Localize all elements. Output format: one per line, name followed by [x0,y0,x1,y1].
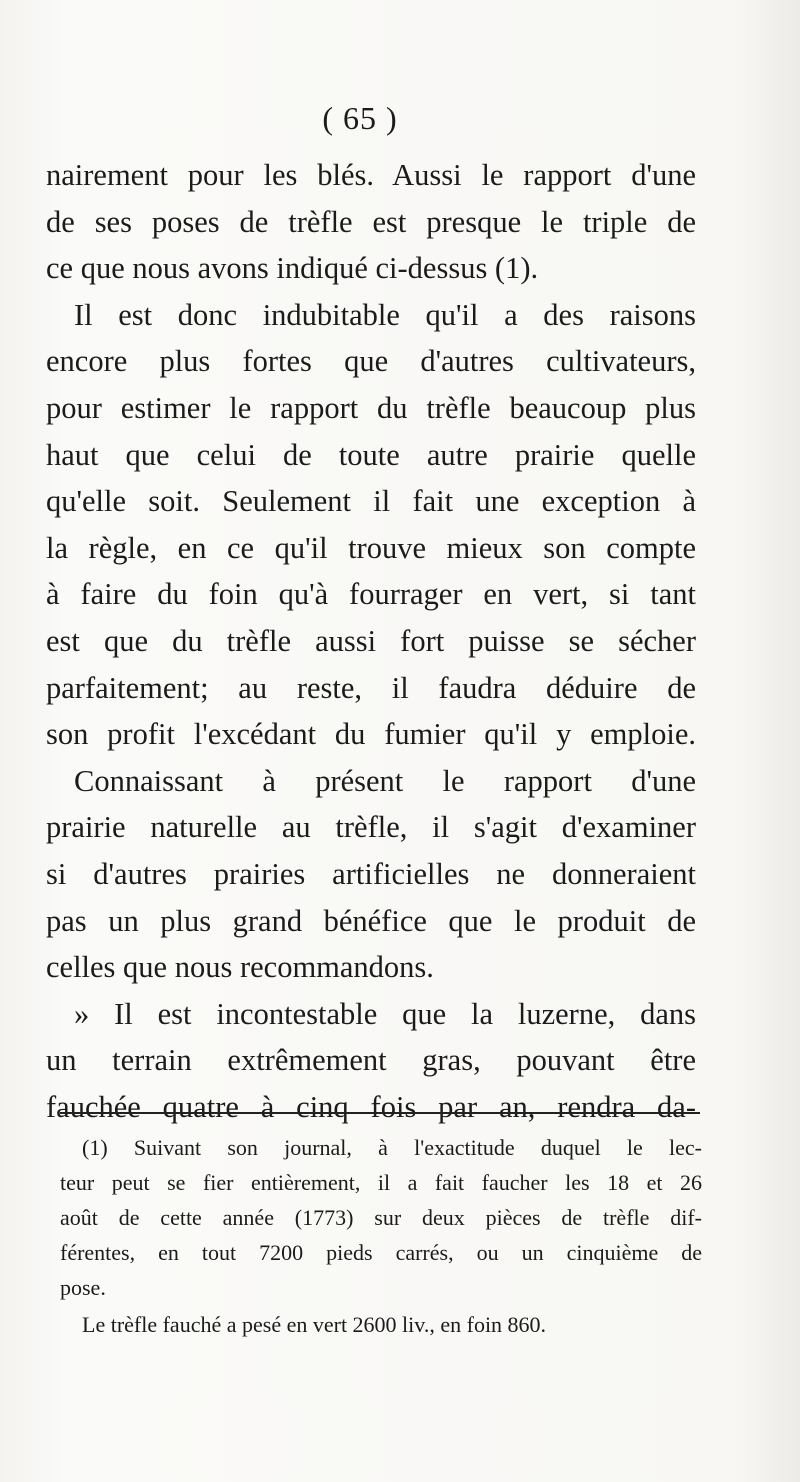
text-line: à faire du foin qu'à fourrager en vert, si tant [46,577,696,612]
footnotes [60,1130,702,1342]
text-line: est que du trèfle aussi fort puisse se sécher [46,623,696,658]
text-line: fauchée quatre à cinq fois par an, rendra da- [46,1089,696,1124]
footnote-line: Le trèfle fauché a pesé en vert 2600 liv., en foin 860. [82,1312,547,1337]
footnote-line: (1) Suivant son journal, à l'exactitude duquel le lec- [82,1135,702,1160]
text-line: si d'autres prairies artificielles ne donneraient [46,856,696,891]
text-line: pas un plus grand bénéfice que le produit de [46,903,696,938]
text-line: ce que nous avons indiqué ci-dessus (1). [46,251,539,286]
text-line: haut que celui de toute autre prairie quelle [46,437,696,472]
footnote-line: férentes, en tout 7200 pieds carrés, ou un cinquième de [60,1240,702,1265]
text-line: encore plus fortes que d'autres cultivateurs, [46,344,696,379]
text-line: Connaissant à présent le rapport d'une [74,763,696,798]
text-line: qu'elle soit. Seulement il fait une exception à [46,484,696,519]
text-line: un terrain extrêmement gras, pouvant être [46,1043,696,1078]
text-line: celles que nous recommandons. [46,950,434,985]
footnote-line: teur peut se fier entièrement, il a fait faucher les 18 et 26 [60,1170,702,1195]
text-line: de ses poses de trèfle est presque le triple de [46,204,696,239]
text-line: son profit l'excédant du fumier qu'il y emploie. [46,717,696,752]
page-number: ( 65 ) [322,100,398,136]
footnote-line: pose. [60,1275,106,1300]
text-line: Il est donc indubitable qu'il a des raisons [74,297,696,332]
text-line: pour estimer le rapport du trèfle beaucoup plus [46,390,696,425]
footnote-divider [60,1112,700,1114]
text-line: nairement pour les blés. Aussi le rapport d'une [46,158,696,192]
text-line: parfaitement; au reste, il faudra déduire de [46,670,696,705]
text-line: la règle, en ce qu'il trouve mieux son compte [46,530,696,565]
text-line: » Il est incontestable que la luzerne, dans [74,996,696,1031]
text-line: prairie naturelle au trèfle, il s'agit d'examiner [46,810,696,845]
main-text [46,152,696,1130]
footnote-line: août de cette année (1773) sur deux pièces de trèfle dif- [60,1205,702,1230]
